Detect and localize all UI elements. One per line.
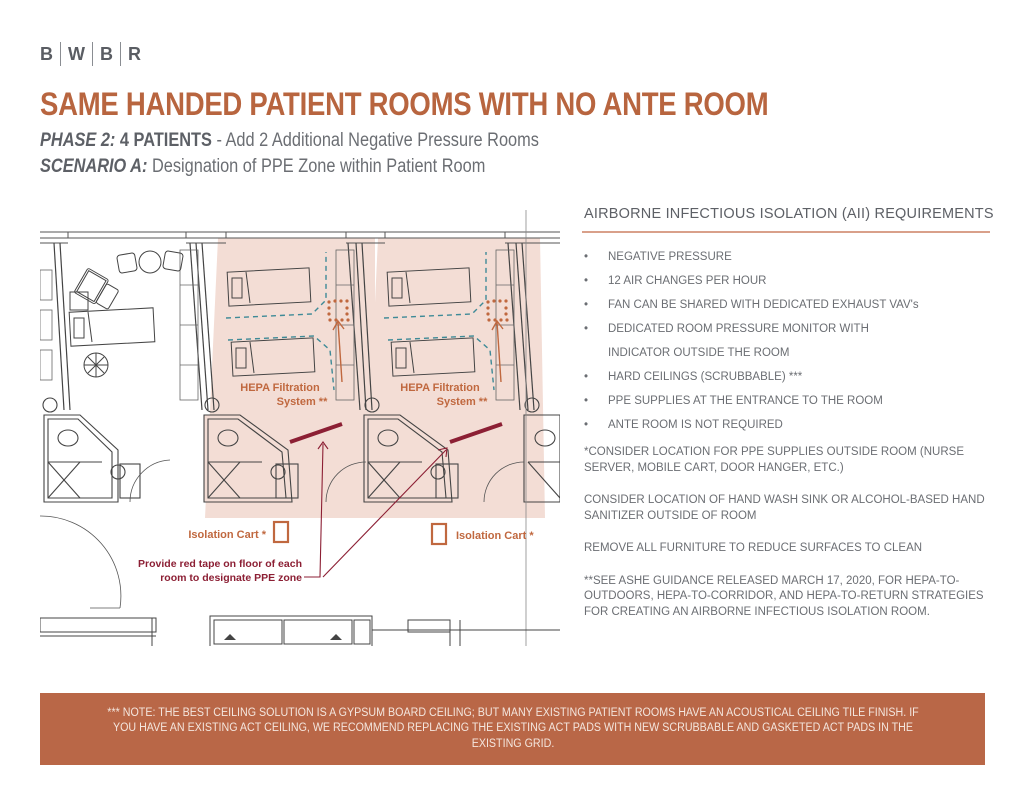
nurse-station [40,616,560,646]
isolation-cart-label: Isolation Cart * [188,529,266,541]
logo-letter: B [40,44,53,64]
list-item: • HARD CEILINGS (SCRUBBABLE) *** [584,371,803,383]
isolation-cart-label: Isolation Cart * [456,530,534,542]
list-item: • NEGATIVE PRESSURE [584,251,732,263]
bwbr-logo [40,42,148,66]
hepa-label: System ** [436,396,488,408]
phase-patients: 4 PATIENTS [119,130,212,151]
logo-letter: R [128,44,141,64]
logo-letter: B [100,44,113,64]
ceiling-note-banner [40,693,985,765]
hepa-label: HEPA Filtration [240,382,320,394]
requirements-title: AIRBORNE INFECTIOUS ISOLATION (AII) REQUIREMENTS [584,206,994,222]
list-item: • 12 AIR CHANGES PER HOUR [584,275,767,287]
scenario-description: Designation of PPE Zone within Patient Room [147,156,486,177]
list-item: • ANTE ROOM IS NOT REQUIRED [584,419,783,431]
scenario-label: SCENARIO A: [40,156,148,177]
list-item: • DEDICATED ROOM PRESSURE MONITOR WITH INDICATOR OUTSIDE THE ROOM [584,323,869,359]
scenario-subtitle [40,156,485,178]
floor-plan [40,210,560,646]
note-ppe-location: *CONSIDER LOCATION FOR PPE SUPPLIES OUTSIDE ROOM (NURSE SERVER, MOBILE CART, DOOR HANGER, ETC.) [584,446,964,474]
tape-note-text: Provide red tape on floor of each [138,558,302,570]
hepa-label: HEPA Filtration [400,382,480,394]
note-hand-wash: CONSIDER LOCATION OF HAND WASH SINK OR ALCOHOL-BASED HAND SANITIZER OUTSIDE OF ROOM [584,494,985,522]
list-item: • FAN CAN BE SHARED WITH DEDICATED EXHAUST VAV's [584,299,919,311]
title-divider [582,231,990,233]
aii-requirements-panel [584,206,992,637]
list-item: • PPE SUPPLIES AT THE ENTRANCE TO THE ROOM [584,395,883,407]
tape-note-text: room to designate PPE zone [160,572,302,584]
hepa-label: System ** [276,396,328,408]
phase-subtitle [40,130,539,152]
note-remove-furniture: REMOVE ALL FURNITURE TO REDUCE SURFACES TO CLEAN [584,542,923,554]
phase-label: PHASE 2: [40,130,116,151]
phase-description: - Add 2 Additional Negative Pressure Rooms [211,130,539,151]
requirements-notes [584,445,992,620]
logo-letter: W [68,44,85,64]
requirements-list [584,245,992,437]
page-title: SAME HANDED PATIENT ROOMS WITH NO ANTE ROOM [40,86,769,122]
existing-room-furniture [69,251,183,377]
note-ashe-guidance: **SEE ASHE GUIDANCE RELEASED MARCH 17, 2020, FOR HEPA-TO-OUTDOORS, HEPA-TO-CORRIDOR, AND HEPA-TO-RETURN STRATEGIES FOR CREATING AN AIRBORNE INFECTIOUS ISOLATION ROOM. [584,574,984,618]
ceiling-note-text: *** NOTE: THE BEST CEILING SOLUTION IS A GYPSUM BOARD CEILING; BUT MANY EXISTING PATIENT ROOMS HAVE AN ACOUSTICAL CEILING TILE FINISH. IF YOU HAVE AN EXISTING ACT CEILING, WE RECOMMEND REPLACING THE EXISTING ACT PADS WITH NEW SCRUBBABLE AND GASKETED ACT PADS IN THE EXISTING GRID. [106,706,919,750]
isolation-cart-icons [274,522,446,544]
